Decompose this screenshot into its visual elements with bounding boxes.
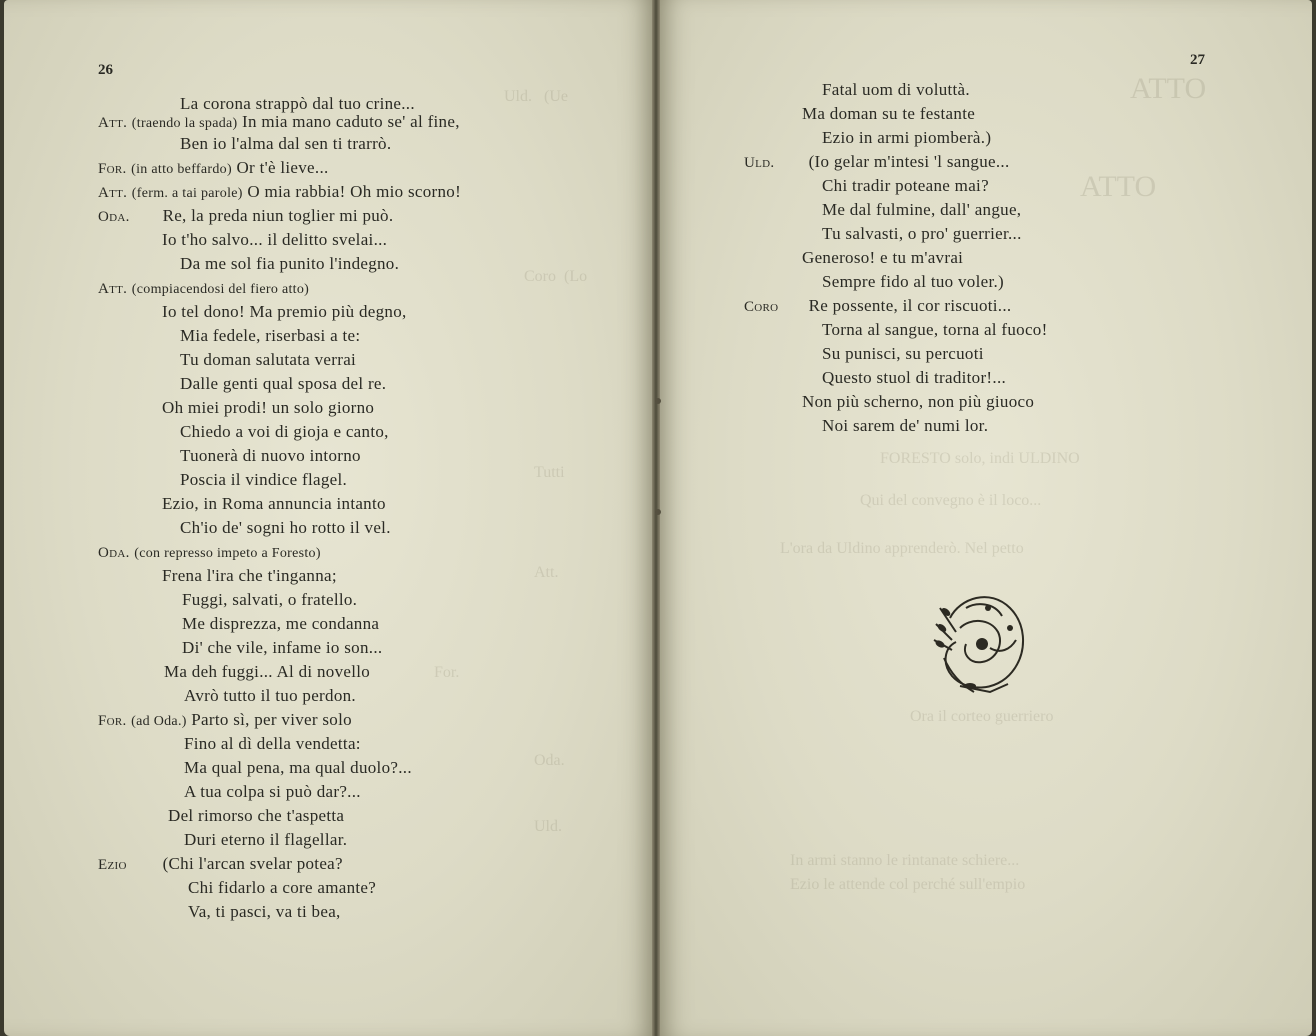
verse-line bbox=[184, 734, 361, 754]
verse-line bbox=[744, 296, 1011, 316]
verse-text: Sempre fido al tuo voler.) bbox=[822, 272, 1005, 291]
verse-line bbox=[822, 128, 991, 148]
show-through-text: Uld. (Ue bbox=[504, 88, 568, 105]
verse-line bbox=[98, 278, 309, 298]
verse-text: Chi tradir poteane mai? bbox=[822, 176, 989, 195]
show-through-text: Coro (Lo bbox=[524, 268, 588, 285]
verse-text: Ma deh fuggi... Al di novello bbox=[164, 662, 371, 681]
verse-line bbox=[802, 104, 975, 124]
floral-vignette-icon bbox=[930, 588, 1034, 700]
verse-line bbox=[168, 806, 344, 826]
verse-line bbox=[98, 854, 343, 874]
gutter-mark bbox=[655, 509, 661, 515]
verse-line bbox=[180, 374, 386, 394]
verse-text: Del rimorso che t'aspetta bbox=[168, 806, 345, 825]
verse-text: Ezio in armi piomberà.) bbox=[822, 128, 992, 147]
verse-line bbox=[164, 662, 370, 682]
stage-direction: (in atto beffardo) bbox=[131, 162, 232, 177]
verse-line bbox=[184, 758, 412, 778]
verse-line bbox=[180, 470, 347, 490]
verse-line bbox=[822, 80, 970, 100]
verse-line bbox=[98, 182, 461, 202]
verse-text: Mia fedele, riserbasi a te: bbox=[180, 326, 361, 345]
verse-line bbox=[180, 326, 360, 346]
right-page bbox=[660, 0, 1312, 1036]
verse-text: Tu doman salutata verrai bbox=[180, 350, 357, 369]
verse-line bbox=[188, 902, 341, 922]
speaker-name: Uld. bbox=[744, 155, 775, 171]
verse-line bbox=[182, 590, 357, 610]
verse-text: Duri eterno il flagellar. bbox=[184, 830, 348, 849]
verse-line bbox=[822, 344, 984, 364]
show-through-text: Uld. bbox=[534, 818, 562, 835]
verse-line bbox=[822, 368, 1006, 388]
speaker-name: Oda. bbox=[98, 545, 130, 561]
verse-text: Tuonerà di nuovo intorno bbox=[180, 446, 361, 465]
verse-text: (Chi l'arcan svelar potea? bbox=[162, 854, 343, 873]
verse-line bbox=[98, 710, 352, 730]
verse-text: Re, la preda niun toglier mi può. bbox=[162, 206, 394, 225]
show-through-text: ATTO bbox=[1080, 170, 1157, 203]
left-page bbox=[4, 0, 652, 1036]
stage-direction: (ad Oda.) bbox=[131, 714, 187, 729]
verse-text: Questo stuol di traditor!... bbox=[822, 368, 1007, 387]
verse-text: Tu salvasti, o pro' guerrier... bbox=[822, 224, 1022, 243]
verse-line bbox=[180, 422, 389, 442]
verse-line bbox=[180, 94, 415, 114]
verse-text: Torna al sangue, torna al fuoco! bbox=[822, 320, 1048, 339]
show-through-text: L'ora da Uldino apprenderò. Nel petto bbox=[780, 540, 1024, 557]
speaker-name: Att. bbox=[98, 115, 128, 131]
verse-text: Io tel dono! Ma premio più degno, bbox=[162, 302, 407, 321]
verse-text: Io t'ho salvo... il delitto svelai... bbox=[162, 230, 388, 249]
verse-text: A tua colpa si può dar?... bbox=[184, 782, 361, 801]
verse-line bbox=[162, 494, 386, 514]
verse-text: Fino al dì della vendetta: bbox=[184, 734, 361, 753]
verse-line bbox=[184, 782, 361, 802]
show-through-text: For. bbox=[434, 664, 460, 681]
verse-text: Chi fidarlo a core amante? bbox=[188, 878, 377, 897]
verse-line bbox=[182, 638, 382, 658]
verse-text: Me dal fulmine, dall' angue, bbox=[822, 200, 1022, 219]
verse-line bbox=[184, 686, 356, 706]
verse-line bbox=[162, 302, 407, 322]
verse-text: Oh miei prodi! un solo giorno bbox=[162, 398, 375, 417]
speaker-name: For. bbox=[98, 713, 127, 729]
book-gutter bbox=[652, 0, 660, 1036]
verse-text: Ma doman su te festante bbox=[802, 104, 976, 123]
verse-line bbox=[822, 272, 1004, 292]
verse-line bbox=[822, 200, 1021, 220]
verse-text: Ezio, in Roma annuncia intanto bbox=[162, 494, 386, 513]
verse-line bbox=[162, 230, 387, 250]
verse-text: La corona strappò dal tuo crine... bbox=[180, 94, 415, 113]
verse-text: Chiedo a voi di gioja e canto, bbox=[180, 422, 389, 441]
verse-line bbox=[180, 446, 361, 466]
verse-text: Avrò tutto il tuo perdon. bbox=[184, 686, 356, 705]
verse-text: Poscia il vindice flagel. bbox=[180, 470, 348, 489]
verse-text: Va, ti pasci, va ti bea, bbox=[188, 902, 341, 921]
verse-text: Su punisci, su percuoti bbox=[822, 344, 984, 363]
verse-text: Re possente, il cor riscuoti... bbox=[808, 296, 1012, 315]
verse-text: Non più scherno, non più giuoco bbox=[802, 392, 1035, 411]
verse-text: Ch'io de' sogni ho rotto il vel. bbox=[180, 518, 391, 537]
verse-text: Noi sarem de' numi lor. bbox=[822, 416, 989, 435]
stage-direction: (compiacendosi del fiero atto) bbox=[131, 282, 310, 297]
speaker-name: Ezio bbox=[98, 857, 127, 873]
verse-line bbox=[98, 542, 321, 562]
verse-line bbox=[162, 566, 337, 586]
show-through-text: Qui del convegno è il loco... bbox=[860, 492, 1042, 509]
verse-text: Generoso! e tu m'avrai bbox=[802, 248, 964, 267]
verse-text: Fuggi, salvati, o fratello. bbox=[182, 590, 358, 609]
show-through-text: Ora il corteo guerriero bbox=[910, 708, 1054, 725]
verse-text: O mia rabbia! Oh mio scorno! bbox=[247, 182, 462, 201]
verse-line bbox=[98, 206, 393, 226]
verse-text: Frena l'ira che t'inganna; bbox=[162, 566, 337, 585]
verse-text: In mia mano caduto se' al fine, bbox=[242, 112, 460, 131]
verse-text: Ma qual pena, ma qual duolo?... bbox=[184, 758, 412, 777]
verse-text: Fatal uom di voluttà. bbox=[822, 80, 970, 99]
speaker-name: Att. bbox=[98, 185, 128, 201]
verse-line bbox=[180, 518, 391, 538]
show-through-text: FORESTO solo, indi ULDINO bbox=[880, 450, 1080, 467]
stage-direction: (traendo la spada) bbox=[131, 116, 238, 131]
verse-line bbox=[184, 830, 347, 850]
verse-line bbox=[188, 878, 376, 898]
show-through-text: Tutti bbox=[534, 464, 565, 481]
page-number: 27 bbox=[1190, 52, 1205, 68]
verse-text: Or t'è lieve... bbox=[236, 158, 329, 177]
speaker-name: For. bbox=[98, 161, 127, 177]
verse-line bbox=[822, 416, 988, 436]
verse-line bbox=[802, 392, 1034, 412]
verse-line bbox=[98, 112, 460, 132]
stage-direction: (con represso impeto a Foresto) bbox=[134, 546, 321, 561]
verse-line bbox=[802, 248, 963, 268]
verse-text: Ben io l'alma dal sen ti trarrò. bbox=[180, 134, 392, 153]
gutter-mark bbox=[655, 398, 661, 404]
show-through-text: Att. bbox=[534, 564, 559, 581]
verse-text: Me disprezza, me condanna bbox=[182, 614, 380, 633]
show-through-text: ATTO bbox=[1130, 72, 1207, 105]
verse-line bbox=[180, 134, 391, 154]
verse-text: (Io gelar m'intesi 'l sangue... bbox=[808, 152, 1010, 171]
page-number: 26 bbox=[98, 62, 113, 78]
speaker-name: Coro bbox=[744, 299, 779, 315]
stage-direction: (ferm. a tai parole) bbox=[131, 186, 243, 201]
verse-line bbox=[180, 254, 399, 274]
speaker-name: Oda. bbox=[98, 209, 130, 225]
verse-line bbox=[822, 224, 1022, 244]
verse-text: Dalle genti qual sposa del re. bbox=[180, 374, 387, 393]
verse-line bbox=[98, 158, 329, 178]
verse-line bbox=[822, 176, 989, 196]
verse-line bbox=[162, 398, 374, 418]
verse-text: Da me sol fia punito l'indegno. bbox=[180, 254, 400, 273]
verse-line bbox=[180, 350, 356, 370]
verse-line bbox=[182, 614, 379, 634]
verse-line bbox=[822, 320, 1048, 340]
show-through-text: Oda. bbox=[534, 752, 565, 769]
verse-line bbox=[744, 152, 1010, 172]
show-through-text: In armi stanno le rintanate schiere... bbox=[790, 852, 1020, 869]
speaker-name: Att. bbox=[98, 281, 128, 297]
verse-text: Di' che vile, infame io son... bbox=[182, 638, 383, 657]
show-through-text: Ezio le attende col perché sull'empio bbox=[790, 876, 1026, 893]
verse-text: Parto sì, per viver solo bbox=[191, 710, 352, 729]
